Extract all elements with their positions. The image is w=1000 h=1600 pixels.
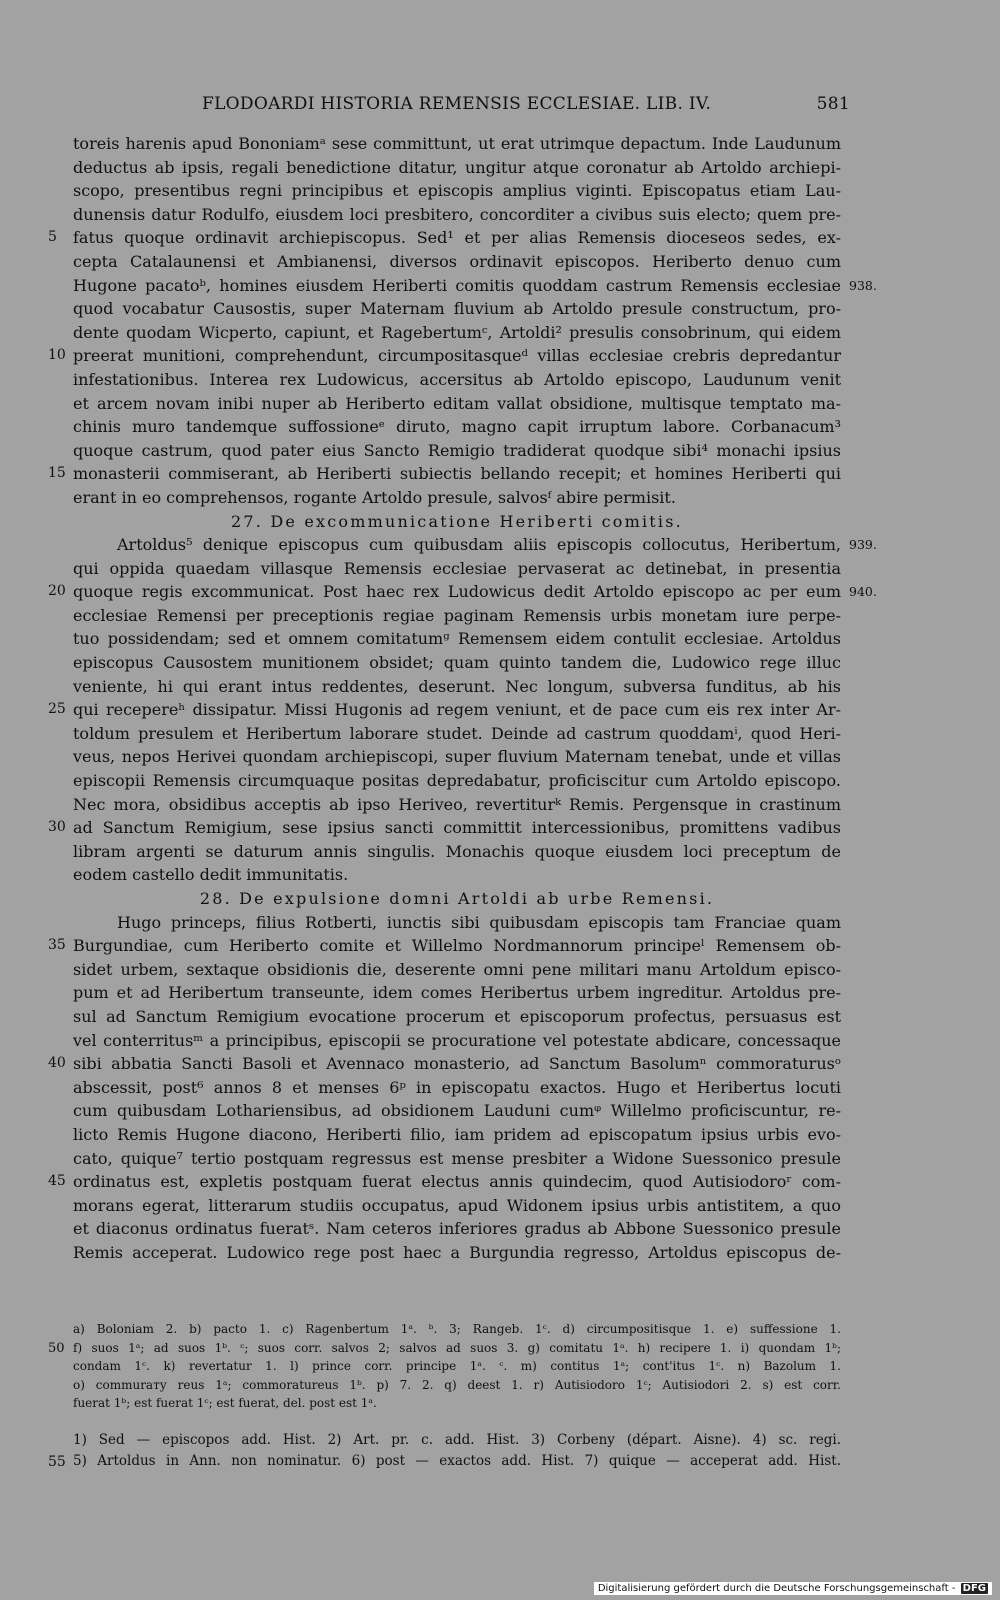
main-text <box>0 134 1000 1267</box>
body-line <box>0 488 1000 512</box>
text-line: condam 1ᶜ. k) revertatur 1. l) prince corr. principe 1ᵃ. ᶜ. m) contitus 1ᵃ; cont'itus 1ᶜ. n) Bazolum 1. <box>73 1359 841 1374</box>
text-line: morans egerat, litterarum studiis occupatus, apud Widonem ipsius urbis antistitem, a quo <box>73 1195 841 1215</box>
text-line: toreis harenis apud Bononiamᵃ sese committunt, ut erat utrimque depactum. Inde Laudunum <box>73 134 841 153</box>
body-line <box>0 795 1000 819</box>
line-number: 40 <box>48 1055 66 1072</box>
text-line: qui oppida quaedam villasque Remensis ecclesiae pervaserat ac detinebat, in presentia <box>73 558 841 578</box>
text-line: toldum presulem et Heribertum laborare studet. Deinde ad castrum quoddamⁱ, quod Heri- <box>73 723 841 743</box>
body-line <box>0 417 1000 441</box>
text-line: pum et ad Heribertum transeunte, idem comes Heribertus urbem ingreditur. Artoldus pre- <box>73 983 841 1003</box>
body-line <box>0 134 1000 158</box>
apparatus-line <box>0 1341 1000 1360</box>
body-line <box>0 228 1000 252</box>
text-line: sibi abbatia Sancti Basoli et Avennaco monasterio, ad Sanctum Basolumⁿ commoraturusᵒ <box>73 1054 841 1074</box>
line-number: 50 <box>48 1340 65 1356</box>
text-line: Burgundiae, cum Heriberto comite et Willelmo Nordmannorum principeˡ Remensem ob- <box>73 936 841 956</box>
text-line: cum quibusdam Lothariensibus, ad obsidionem Lauduni cumᵠ Willelmo proficiscuntur, re- <box>73 1101 841 1121</box>
body-line <box>0 559 1000 583</box>
body-line <box>0 582 1000 606</box>
text-line: ad Sanctum Remigium, sese ipsius sancti committit intercessionibus, promittens vadibus <box>73 818 841 838</box>
body-line <box>0 1219 1000 1243</box>
body-line <box>0 394 1000 418</box>
line-number: 30 <box>48 819 66 836</box>
footnote-line <box>0 1432 1000 1453</box>
footnotes <box>0 1432 1000 1474</box>
text-line: dunensis datur Rodulfo, eiusdem loci presbitero, concorditer a civibus suis electo; quem pre- <box>73 204 841 224</box>
body-line <box>0 700 1000 724</box>
margin-year: 939. <box>849 537 877 553</box>
text-line: veniente, hi qui erant intus reddentes, deserunt. Nec longum, subversa funditus, ab his <box>73 676 841 696</box>
text-line: fuerat 1ᵇ; est fuerat 1ᶜ; est fuerat, del. post est 1ᵃ. <box>73 1396 377 1411</box>
body-line <box>0 677 1000 701</box>
text-line: cato, quique⁷ tertio postquam regressus est mense presbiter a Widone Suessonico presule <box>73 1148 841 1168</box>
body-line <box>0 842 1000 866</box>
text-line: 5) Artoldus in Ann. non nominatur. 6) post — exactos add. Hist. 7) quique — acceperat add. Hist. <box>73 1453 841 1469</box>
text-line: sul ad Sanctum Remigium evocatione procerum et episcoporum profectus, persuasus est <box>73 1006 841 1026</box>
text-line: Hugone pacatoᵇ, homines eiusdem Heriberti comitis quoddam castrum Remensis ecclesiae <box>73 275 841 295</box>
text-line: quoque regis excommunicat. Post haec rex Ludowicus dedit Artoldo episcopo ac per eum <box>73 582 841 602</box>
dfg-logo: DFG <box>962 1583 986 1594</box>
text-line: episcopii Remensis circumquaque positas depredabatur, proficiscitur cum Artoldo episcopo. <box>73 771 841 791</box>
margin-year: 938. <box>849 277 877 293</box>
text-line: scopo, presentibus regni principibus et episcopis amplius viginti. Episcopatus etiam Lau- <box>73 181 841 201</box>
body-line <box>0 370 1000 394</box>
body-line <box>0 1078 1000 1102</box>
body-line <box>0 913 1000 937</box>
text-line: et diaconus ordinatus fueratˢ. Nam ceteros inferiores gradus ab Abbone Suessonico presule <box>73 1219 841 1239</box>
text-line: episcopus Causostem munitionem obsidet; quam quinto tandem die, Ludowico rege illuc <box>73 653 841 673</box>
text-line: a) Boloniam 2. b) pacto 1. c) Ragenbertum 1ᵃ. ᵇ. 3; Rangeb. 1ᶜ. d) circumpositisque 1. e) suffessione 1. <box>73 1322 841 1336</box>
footnote-line <box>0 1453 1000 1474</box>
body-line <box>0 158 1000 182</box>
text-line: chinis muro tandemque suffossioneᵉ diruto, magno capit irruptum labore. Corbanacum³ <box>73 417 841 437</box>
body-line <box>0 276 1000 300</box>
body-line <box>0 346 1000 370</box>
body-line <box>0 936 1000 960</box>
chapter-heading: 28. De expulsione domni Artoldi ab urbe Remensi. <box>199 889 715 908</box>
body-line <box>0 606 1000 630</box>
line-number: 55 <box>48 1454 66 1470</box>
margin-year: 940. <box>849 584 877 600</box>
text-line: monasterii commiserant, ab Heriberti subiectis bellando recepit; et homines Heriberti qui <box>73 464 841 484</box>
body-line <box>0 818 1000 842</box>
body-line <box>0 1101 1000 1125</box>
body-line <box>0 1007 1000 1031</box>
body-line <box>0 653 1000 677</box>
text-line: 1) Sed — episcopos add. Hist. 2) Art. pr. c. add. Hist. 3) Corbeny (départ. Aisne). 4) sc. regi. <box>73 1432 841 1448</box>
line-number: 10 <box>48 347 66 364</box>
body-line <box>0 1054 1000 1078</box>
line-number: 5 <box>48 229 57 246</box>
line-number: 15 <box>48 465 66 482</box>
body-line <box>0 889 1000 913</box>
text-line: Hugo princeps, filius Rotberti, iunctis sibi quibusdam episcopis tam Franciae quam <box>117 912 841 932</box>
running-header <box>70 94 850 122</box>
body-line <box>0 181 1000 205</box>
apparatus-line <box>0 1396 1000 1415</box>
text-line: sidet urbem, sextaque obsidionis die, deserente omni pene militari manu Artoldum episco- <box>73 959 841 979</box>
page-number: 581 <box>816 94 850 114</box>
body-line <box>0 1149 1000 1173</box>
text-line: et arcem novam inibi nuper ab Heriberto editam vallat obsidione, multisque temptato ma- <box>73 393 841 413</box>
body-line <box>0 960 1000 984</box>
body-line <box>0 512 1000 536</box>
apparatus-line <box>0 1359 1000 1378</box>
apparatus-line <box>0 1378 1000 1397</box>
running-title: FLODOARDI HISTORIA REMENSIS ECCLESIAE. LIB. IV. <box>202 94 712 114</box>
line-number: 20 <box>48 583 66 600</box>
body-line <box>0 1172 1000 1196</box>
text-line: ordinatus est, expletis postquam fuerat electus annis quindecim, quod Autisiodoroʳ com- <box>73 1172 841 1192</box>
body-line <box>0 252 1000 276</box>
line-number: 35 <box>48 937 66 954</box>
text-line: cepta Catalaunensi et Ambianensi, diversos ordinavit episcopos. Heriberto denuo cum <box>73 251 841 271</box>
body-line <box>0 1031 1000 1055</box>
text-line: o) commurату reus 1ᵃ; commoratureus 1ᵇ. p) 7. 2. q) deest 1. r) Autisiodoro 1ᶜ; Autisiodori 2. s) est corr. <box>73 1377 841 1392</box>
text-line: erant in eo comprehensos, rogante Artoldo presule, salvosᶠ abire permisit. <box>73 487 676 507</box>
text-line: infestationibus. Interea rex Ludowicus, accersitus ab Artoldo episcopo, Laudunum venit <box>73 369 841 389</box>
body-line <box>0 464 1000 488</box>
text-line: licto Remis Hugone diacono, Heriberti filio, iam pridem ad episcopatum ipsius urbis evo- <box>73 1124 841 1144</box>
body-line <box>0 983 1000 1007</box>
body-line <box>0 865 1000 889</box>
body-line <box>0 1243 1000 1267</box>
text-line: dente quodam Wicperto, capiunt, et Ragebertumᶜ, Artoldi² presulis consobrinum, qui eidem <box>73 322 841 342</box>
text-line: preerat munitioni, comprehendunt, circumpositasqueᵈ villas ecclesiae crebris depredantur <box>73 346 841 366</box>
text-line: ecclesiae Remensi per preceptionis regiae paginam Remensis urbis monetam iure perpe- <box>73 605 841 625</box>
digitization-credit <box>594 1582 992 1595</box>
critical-apparatus <box>0 1322 1000 1415</box>
body-line <box>0 629 1000 653</box>
text-line: quoque castrum, quod pater eius Sancto Remigio tradiderat quodque sibi⁴ monachi ipsius <box>73 440 841 460</box>
body-line <box>0 771 1000 795</box>
body-line <box>0 1196 1000 1220</box>
text-line: veus, nepos Herivei quondam archiepiscopi, super fluvium Maternam tenebat, unde et villas <box>73 747 841 767</box>
body-line <box>0 747 1000 771</box>
text-line: deductus ab ipsis, regali benedictione ditatur, ungitur atque coronatur ab Artoldo archiepi- <box>73 157 841 177</box>
text-line: Remis acceperat. Ludowico rege post haec a Burgundia regresso, Artoldus episcopus de- <box>73 1242 841 1262</box>
text-line: Artoldus⁵ denique episcopus cum quibusdam aliis episcopis collocutus, Heribertum, <box>117 535 841 555</box>
body-line <box>0 1125 1000 1149</box>
body-line <box>0 724 1000 748</box>
text-line: abscessit, post⁶ annos 8 et menses 6ᵖ in episcopatu exactos. Hugo et Heribertus locuti <box>73 1077 841 1097</box>
body-line <box>0 205 1000 229</box>
text-line: libram argenti se daturum annis singulis. Monachis quoque eiusdem loci preceptum de <box>73 841 841 861</box>
body-line <box>0 323 1000 347</box>
body-line <box>0 535 1000 559</box>
text-line: quod vocabatur Causostis, super Maternam fluvium ab Artoldo presule constructum, pro- <box>73 299 841 319</box>
text-line: qui recepereʰ dissipatur. Missi Hugonis ad regem veniunt, et de pace cum eis rex inter Ar- <box>73 700 841 720</box>
chapter-heading: 27. De excommunicatione Heriberti comitis. <box>231 511 683 531</box>
credit-text: Digitalisierung gefördert durch die Deutsche Forschungsgemeinschaft - <box>597 1583 956 1594</box>
text-line: tuo possidendam; sed et omnem comitatumᵍ Remensem eidem contulit ecclesiae. Artoldus <box>73 629 841 649</box>
text-line: vel conterritusᵐ a principibus, episcopii se procuratione vel potestate abdicare, concessaque <box>73 1030 841 1050</box>
text-line: Nec mora, obsidibus acceptis ab ipso Heriveo, revertiturᵏ Remis. Pergensque in crastinum <box>73 794 841 814</box>
text-line: fatus quoque ordinavit archiepiscopus. Sed¹ et per alias Remensis dioceseos sedes, ex- <box>73 228 841 248</box>
text-line: f) suos 1ᵃ; ad suos 1ᵇ. ᶜ; suos corr. salvos 2; salvos ad suos 3. g) comitatu 1ᵃ. h) recipere 1. i) quondam 1ᵇ; <box>73 1340 841 1355</box>
body-line <box>0 441 1000 465</box>
body-line <box>0 299 1000 323</box>
line-number: 25 <box>48 701 66 718</box>
text-line: eodem castello dedit immunitatis. <box>73 865 349 885</box>
apparatus-line <box>0 1322 1000 1341</box>
line-number: 45 <box>48 1173 66 1190</box>
